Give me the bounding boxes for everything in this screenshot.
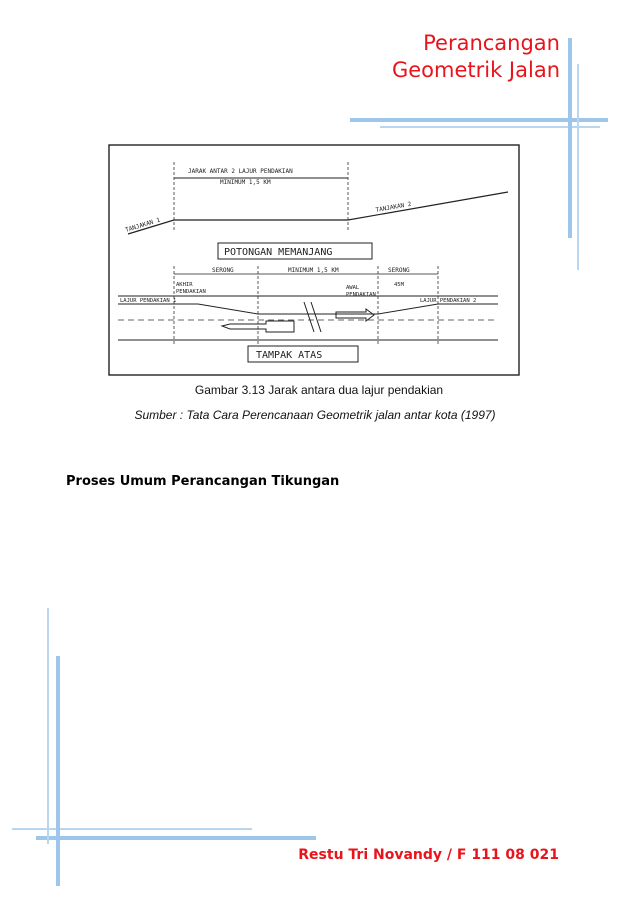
figure-caption: Gambar 3.13 Jarak antara dua lajur pendakian: [194, 383, 444, 397]
label-awal: AWAL: [346, 285, 360, 291]
label-minimum-mid: MINIMUM 1,5 KM: [288, 267, 339, 274]
header-title-line2: Geometrik Jalan: [391, 58, 560, 82]
page-footer-author: Restu Tri Novandy / F 111 08 021: [298, 847, 559, 863]
label-lajur-2: LAJUR PENDAKIAN 2: [420, 298, 477, 304]
label-pendakian-b: PENDAKIAN: [346, 292, 376, 298]
figure-source: Sumber : Tata Cara Perencanaan Geometrik jalan antar kota (1997): [134, 408, 496, 422]
header-title-line1: Perancangan: [423, 31, 560, 55]
label-serong-left: SERONG: [212, 267, 234, 274]
label-tampak: TAMPAK ATAS: [256, 350, 323, 361]
frame-top-right-vertical-thin: [577, 64, 579, 270]
label-45m: 45M: [394, 282, 404, 288]
section-heading: Proses Umum Perancangan Tikungan: [66, 474, 340, 489]
frame-bottom-left-horizontal: [36, 836, 316, 840]
label-tanjakan-1: TANJAKAN 1: [124, 216, 162, 234]
label-akhir: AKHIR: [176, 282, 193, 288]
label-jarak: JARAK ANTAR 2 LAJUR PENDAKIAN: [188, 168, 293, 175]
frame-bottom-left-vertical: [56, 656, 60, 886]
label-serong-right: SERONG: [388, 267, 410, 274]
page-header-title: [392, 30, 560, 84]
frame-top-right-horizontal-thin: [380, 126, 600, 128]
label-lajur-1: LAJUR PENDAKIAN 1: [120, 298, 177, 304]
figure-lajur-pendakian-diagram: [108, 144, 520, 376]
label-potongan: POTONGAN MEMANJANG: [224, 247, 333, 258]
label-pendakian-a: PENDAKIAN: [176, 289, 206, 295]
frame-top-right-vertical: [568, 38, 572, 238]
label-minimum-top: MINIMUM 1,5 KM: [220, 179, 271, 186]
label-tanjakan-2: TANJAKAN 2: [375, 200, 412, 214]
frame-bottom-left-vertical-thin: [47, 608, 49, 844]
